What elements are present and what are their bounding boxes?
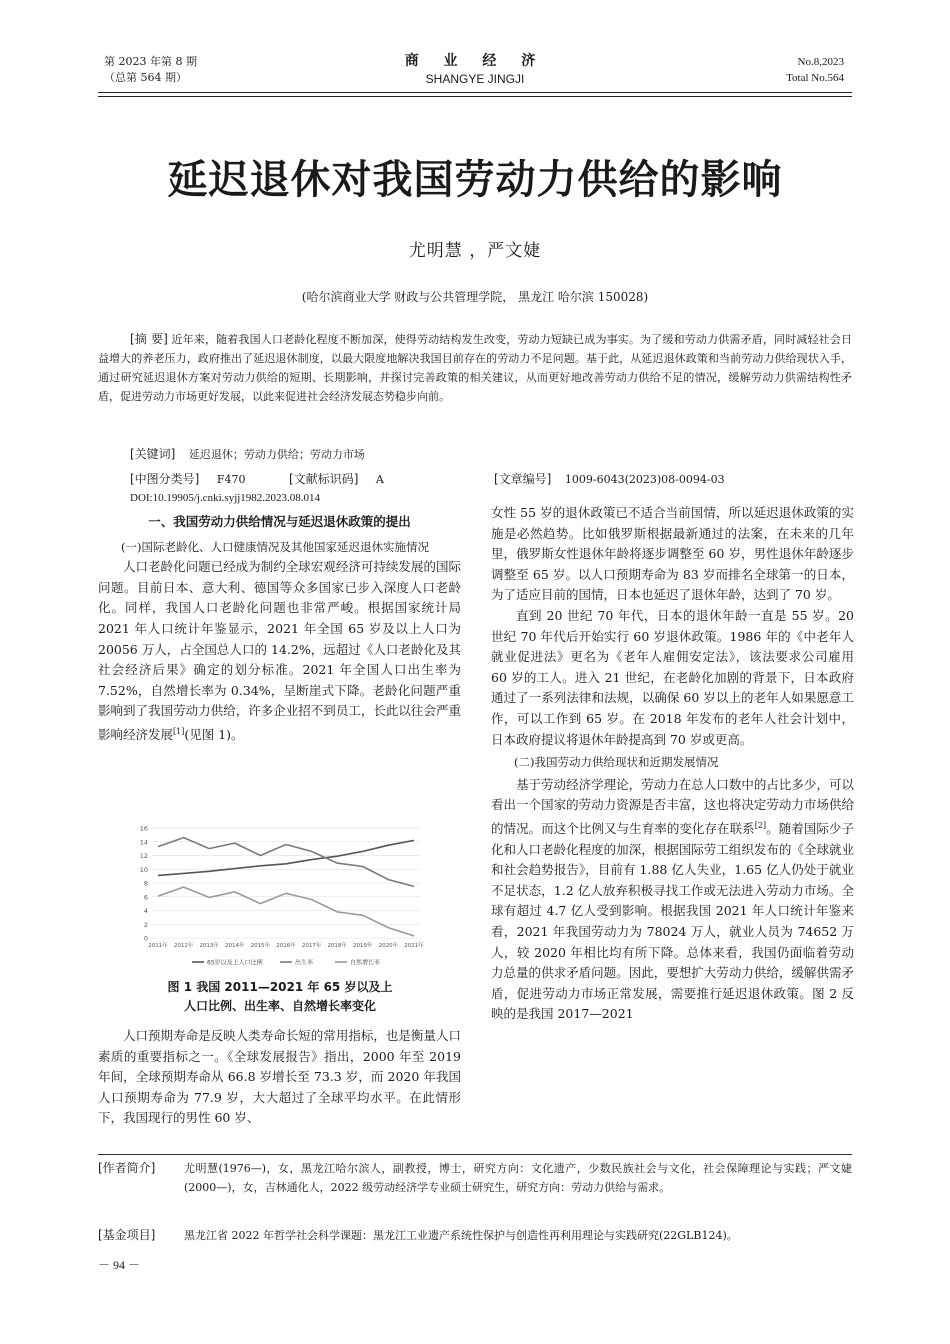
y-tick-label: 2 xyxy=(143,920,148,929)
issue-info xyxy=(104,54,197,86)
citation: [2] xyxy=(754,820,767,830)
series-line-2 xyxy=(158,838,414,887)
chart-legend xyxy=(192,959,380,967)
x-tick-label: 2011年 xyxy=(148,943,168,949)
subsection-heading: (一)国际老龄化、人口健康情况及其他国家延迟退休实施情况 xyxy=(121,539,429,554)
abstract-label: [摘 要] xyxy=(130,332,168,346)
chart-lines xyxy=(158,838,414,936)
paragraph xyxy=(491,775,854,1025)
legend-label: 65岁以及上人口比例 xyxy=(207,959,263,967)
total-number-line: Total No.564 xyxy=(786,72,844,84)
section-heading: 一、我国劳动力供给情况与延迟退休政策的提出 xyxy=(148,514,411,529)
paragraph-text: 。随着国际少子化和人口老龄化程度的加深，根据国际劳工组织发布的《全球就业和社会趋势报告》，目前有 1.88 亿人失业，1.65 亿人仍处于就业不足状态，1.2 亿人放弃积极寻找工作或无法进入劳动力市场。全球有超过 4.7 亿人受到影响。根据我国 2021 年人口统计年鉴来看，2021 年我国劳动力为 78024 万人，就业人员为 74652 万人，较 2020 年相比均有所下降。总体来看，我国仍面临着劳动力总量的供求矛盾问题。因此，要想扩大劳动力供给，缓解供需矛盾，促进劳动力市场正常发展，需要推行延迟退休政策。图 2 反映的是我国 2017—2021 xyxy=(491,821,854,1022)
y-tick-label: 10 xyxy=(139,865,148,874)
y-tick-label: 16 xyxy=(139,824,148,833)
authors: 尤明慧 ，严文婕 xyxy=(408,241,542,261)
keywords-text: 延迟退休；劳动力供给；劳动力市场 xyxy=(188,448,365,461)
doc-code-value: A xyxy=(375,473,384,486)
x-tick-label: 2017年 xyxy=(301,943,322,949)
paragraph xyxy=(98,557,461,746)
legend-label: 出生率 xyxy=(295,959,314,967)
header-rule-thin xyxy=(98,96,852,97)
keywords xyxy=(130,445,365,462)
figure-caption xyxy=(110,978,450,1016)
journal-name xyxy=(400,50,550,86)
legend-label: 自然增长率 xyxy=(350,959,381,967)
y-tick-label: 4 xyxy=(143,907,148,915)
doi: DOI:10.19905/j.cnki.syjj1982.2023.08.014 xyxy=(130,492,321,504)
article-number xyxy=(494,470,725,487)
x-tick-label: 2012年 xyxy=(173,943,194,949)
affiliation: (哈尔滨商业大学 财政与公共管理学院， 黑龙江 哈尔滨 150028) xyxy=(301,290,649,304)
x-tick-label: 2018年 xyxy=(327,943,347,949)
article-number-label: [文章编号] xyxy=(494,472,552,486)
paragraph: 人口预期寿命是反映人类寿命长短的常用指标，也是衡量人口素质的重要指标之一。《全球发展报告》指出，2000 年至 2019 年间，全球预期寿命从 66.8 岁增长至 73.3 岁，而 2020 年我国人口预期寿命为 77.9 岁，大大超过了全球平均水平。在此情形下，我国现行的男性 60 岁、 xyxy=(98,1028,461,1126)
journal-name-en: SHANGYE JINGJI xyxy=(425,72,525,86)
y-tick-label: 14 xyxy=(139,838,148,847)
paragraph-text: (见图 1)。 xyxy=(184,727,244,743)
clc-value: F470 xyxy=(216,473,246,486)
x-tick-label: 2016年 xyxy=(276,943,296,949)
x-tick-label: 2021年 xyxy=(404,943,424,949)
author-note xyxy=(98,1159,852,1197)
article-title: 延迟退休对我国劳动力供给的影响 xyxy=(167,157,783,203)
issue-line: 第 2023 年第 8 期 xyxy=(104,55,197,68)
paragraph: 直到 20 世纪 70 年代，日本的退休年龄一直是 55 岁。20 世纪 70 年代后开始实行 60 岁退休政策。1986 年的《中老年人就业促进法》更名为《老年人雇佣安定法》，该法要求公司雇用 60 岁的工人。进入 21 世纪，在老龄化加剧的背景下，日本政府通过了一系列法律和法规，以确保 60 岁以上的老年人如果愿意工作，可以工作到 65 岁。在 2018 年发布的老年人社会计划中，日本政府提议将退休年龄提高到 70 岁或更高。 xyxy=(491,607,854,747)
figure-1-chart xyxy=(130,820,430,970)
issue-number-line: No.8,2023 xyxy=(797,56,844,68)
paragraph-text: 人口老龄化问题已经成为制约全球宏观经济可持续发展的国际问题。目前日本、意大利、德国等众多国家已步入深度人口老龄化。同样，我国人口老龄化问题也非常严峻。根据国家统计局 2021 年人口统计年鉴显示，2021 年全国 65 岁及以上人口为 20056 万人，占全国总人口的 14.2%，远超过《人口老龄化及其社会经济后果》确定的划分标准。2021 年全国人口出生率为 7.52%，自然增长率为 0.34%，呈断崖式下降。老龄化问题严重影响到了我国劳动力供给，许多企业招不到员工，长此以往会严重影响经济发展 xyxy=(98,559,461,743)
abstract-text: 近年来，随着我国人口老龄化程度不断加深，使得劳动结构发生改变，劳动力短缺已成为事实。为了缓和劳动力供需矛盾，同时减轻社会日益增大的养老压力，政府推出了延迟退休制度，以最大限度地解决我国目前存在的劳动力不足问题。基于此，从延迟退休政策和当前劳动力供给现状入手，通过研究延迟退休方案对劳动力供给的短期、长期影响，并探讨完善政策的相关建议，从而更好地改善劳动力供给不足的情况，缓解劳动力供需结构性矛盾，促进劳动力市场更好发展，以此来促进社会经济发展态势稳步向前。 xyxy=(98,333,852,403)
author-note-label: [作者简介] xyxy=(98,1161,156,1175)
article-number-value: 1009-6043(2023)08-0094-03 xyxy=(564,473,725,486)
page-number: － 94 － xyxy=(98,1258,141,1272)
x-tick-label: 2013年 xyxy=(199,943,219,949)
clc-label: [中图分类号] xyxy=(130,472,200,486)
x-tick-label: 2019年 xyxy=(353,943,373,949)
fund-note-text: 黑龙江省 2022 年哲学社会科学课题：黑龙江工业遗产系统性保护与创造性再利用理论与实践研究(22GLB124)。 xyxy=(184,1229,738,1242)
footnote-rule xyxy=(98,1154,852,1155)
keywords-label: [关键词] xyxy=(130,447,176,461)
issue-number xyxy=(786,54,844,86)
subsection-heading: (二)我国劳动力供给现状和近期发展情况 xyxy=(514,755,719,770)
y-tick-label: 6 xyxy=(143,893,148,902)
header-rule xyxy=(98,92,852,93)
series-line-1 xyxy=(158,840,414,875)
left-column xyxy=(98,512,461,746)
fund-note xyxy=(98,1226,852,1245)
x-tick-label: 2020年 xyxy=(378,943,399,949)
journal-name-cn: 商 业 经 济 xyxy=(404,53,546,69)
y-tick-label: 0 xyxy=(143,934,148,943)
series-line-3 xyxy=(158,887,414,936)
x-tick-label: 2015年 xyxy=(250,943,271,949)
figure-caption-line2: 人口比例、出生率、自然增长率变化 xyxy=(183,999,376,1013)
x-tick-label: 2014年 xyxy=(225,943,245,949)
chart-y-ticks xyxy=(140,825,148,943)
fund-note-label: [基金项目] xyxy=(98,1228,156,1242)
doc-code-label: [文献标识码] xyxy=(289,472,359,486)
left-column-lower xyxy=(98,1026,461,1129)
classification xyxy=(130,470,398,487)
y-tick-label: 12 xyxy=(139,852,148,860)
figure-caption-line1: 图 1 我国 2011—2021 年 65 岁以及上 xyxy=(167,980,393,994)
author-note-text: 尤明慧(1976—)，女，黑龙江哈尔滨人，副教授，博士，研究方向：文化遗产，少数民族社会与文化，社会保障理论与实践；严文婕(2000—)，女，吉林通化人，2022 级劳动经济学专业硕士研究生，研究方向：劳动力供给与需求。 xyxy=(184,1162,852,1194)
abstract xyxy=(98,330,852,406)
chart-x-ticks xyxy=(148,941,424,949)
y-tick-label: 8 xyxy=(143,879,148,888)
paragraph: 女性 55 岁的退休政策已不适合当前国情，所以延迟退休政策的实施是必然趋势。比如俄罗斯根据最新通过的法案，在未来的几年里，俄罗斯女性退休年龄将逐步调整至 60 岁，男性退休年龄逐步调整至 65 岁。以人口预期寿命为 83 岁而排名全球第一的日本，为了适应目前的国情，日本也延迟了退休年龄，达到了 70 岁。 xyxy=(491,505,854,603)
citation: [1] xyxy=(173,726,185,736)
right-column xyxy=(491,503,854,1025)
paragraph-text: 基于劳动经济学理论，劳动力在总人口数中的占比多少，可以看出一个国家的劳动力资源是否丰富，这也将决定劳动力市场供给的情况。而这个比例又与生育率的变化存在联系 xyxy=(491,776,854,837)
total-issue-line: （总第 564 期） xyxy=(104,71,187,84)
